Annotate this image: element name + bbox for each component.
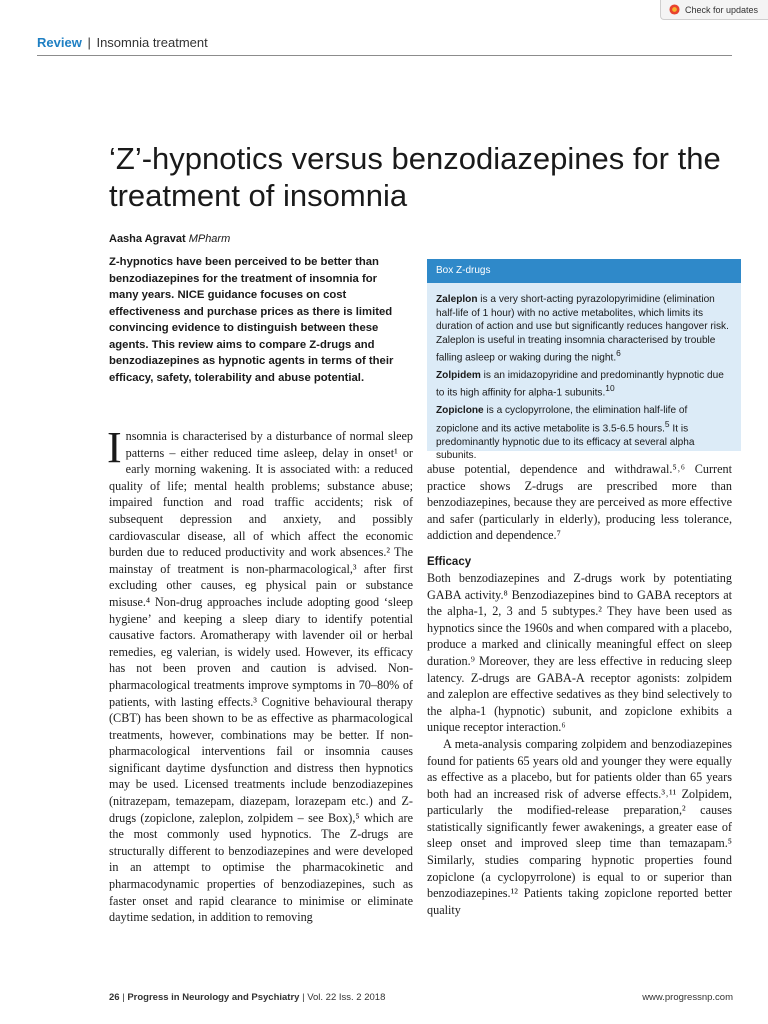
running-header	[37, 35, 208, 50]
header-rule	[37, 55, 732, 56]
footer-separator: |	[122, 992, 125, 1003]
check-updates-label: Check for updates	[685, 4, 759, 15]
body-column-left	[107, 423, 413, 926]
page-footer	[109, 992, 733, 1003]
footer-separator-2: |	[302, 992, 305, 1003]
efficacy-paragraph-2: A meta-analysis comparing zolpidem and benzodiazepines found for patients 65 years old and younger they were equally as effective as a placebo, but for patients older than 65 years both had an increased risk of adverse effects.³˒¹¹ Zolpidem, particularly the modified-release preparation,² causes statistically significantly fewer awakenings, a greater ease of sleep onset and improved sleep time than temazapam.⁵ Similarly, studies comparing hypnotic properties found zopiclone (a cyclopyrrolone) is equal to or superior than benzodiazepines.¹² Patients taking zopiclone reported better quality	[427, 736, 732, 917]
author-degree: MPharm	[188, 233, 231, 245]
article-title: ‘Z’-hypnotics versus benzodiazepines for the treatment of insomnia	[109, 141, 721, 213]
box-body	[427, 283, 741, 463]
journal-url[interactable]: www.progressnp.com	[642, 992, 733, 1003]
intro-paragraph: Insomnia is characterised by a disturbance of normal sleep patterns – either reduced time asleep, delay in onset¹ or early morning wakening. It is associated with: a reduced quality of life; mental health problems; substance abuse; impaired function and road traffic accidents; risk of subsequent depression and anxiety, and possibly cardiovascular disease, all of which affect the economic burden due to reduced productivity and work absences.² The mainstay of treatment is non-pharmacological,³ after first excluding other causes, eg physical pain or substance misuse.⁴ Non-drug approaches include adopting good ‘sleep hygiene’ and keeping a sleep diary to identify potential causative factors. Aromatherapy with lavender oil or herbal remedies, eg valerian, is widely used. However, its efficacy has not been proven and caution is advised. Non-pharmacological treatments improve symptoms in 70–80% of patients, with lasting effects.³ Cognitive behavioural therapy (CBT) has been shown to be as effective as pharmacological treatments, however, combinations may be better. If non-pharmacological interventions fail or insomnia causes significant daytime dysfunction and distress then hypnotics may be used. Licensed treatments include benzodiazepines (nitrazepam, temazepam, diazepam, lorazepam etc.) and Z-drugs (zopiclone, zaleplon, zolpidem – see Box),⁵ which are the most commonly used hypnotics. The Z-drugs are structurally different to benzodiazepines and were developed in an attempt to optimise the pharmacokinetic and pharmacodynamic properties of benzodiazepines, such as faster onset and rapid clearance to minimise or eliminate daytime sedation, in addition to removing	[107, 423, 413, 925]
body-column-right	[427, 461, 732, 918]
efficacy-paragraph-1: Both benzodiazepines and Z-drugs work by potentiating GABA activity.⁸ Benzodiazepines bind to GABA receptors at the alpha-1, 2, 3 and 5 subtypes.² They have been used as hypnotics since the 1960s and when compared with a placebo, produce a marked and clinically meaningful effect on sleep duration.⁹ Moreover, they are less effective in reducing sleep latency. Z-drugs are GABA-A receptor agonists: zolpidem and zaleplon are effective sedatives as they bind selectively to the alpha-1 (hypnotic) subunit, and zopiclone exhibits a unique receptor interaction.⁶	[427, 570, 732, 735]
page-number: 26	[109, 992, 120, 1003]
drop-cap: I	[107, 423, 122, 472]
intro-paragraph-continued: abuse potential, dependence and withdrawal.⁵˒⁶ Current practice shows Z-drugs are prescribed more than benzodiazepines, because they are perceived as more effective and safer (particularly in elderly), producing less tolerance, addiction and dependence.⁷	[427, 462, 732, 543]
header-separator: |	[87, 35, 91, 50]
header-topic: Insomnia treatment	[96, 35, 208, 50]
check-for-updates-badge[interactable]	[660, 0, 768, 20]
box-item-zopiclone: Zopiclone is a cyclopyrrolone, the elimination half-life of zopiclone and its active metabolite is 3.5-6.5 hours.$^5$ It is predominantly hypnotic due to its efficacy at several alpha subunits.	[436, 405, 695, 462]
box-item-zaleplon: Zaleplon is a very short-acting pyrazolopyrimidine (elimination half-life of 1 hour) with no active metabolites, which limits its duration of action and use but significantly reduces hangover risk. Zaleplon is useful in treating insomnia characterised by trouble falling asleep or waking during the night.$^6$	[436, 294, 729, 364]
z-drugs-box	[427, 259, 741, 462]
author-line	[109, 233, 230, 245]
efficacy-heading: Efficacy	[427, 555, 472, 568]
check-updates-icon	[669, 4, 680, 15]
box-title: Box Z-drugs	[427, 259, 741, 283]
author-name: Aasha Agravat	[109, 233, 186, 245]
volume-info: Vol. 22 Iss. 2 2018	[307, 992, 386, 1003]
section-label: Review	[37, 35, 82, 50]
abstract: Z-hypnotics have been perceived to be better than benzodiazepines for the treatment of insomnia for many years. NICE guidance focuses on cost effectiveness and purchase prices as there is limited convincing evidence to distinguish between these agents. This review aims to compare Z-drugs and benzodiazepines as hypnotic agents in terms of their efficacy, safety, tolerability and abuse potential.	[109, 256, 394, 384]
journal-name: Progress in Neurology and Psychiatry	[127, 992, 300, 1003]
box-item-zolpidem: Zolpidem is an imidazopyridine and predominantly hypnotic due to its high affinity for alpha-1 subunits.$^{10}$	[436, 369, 724, 399]
